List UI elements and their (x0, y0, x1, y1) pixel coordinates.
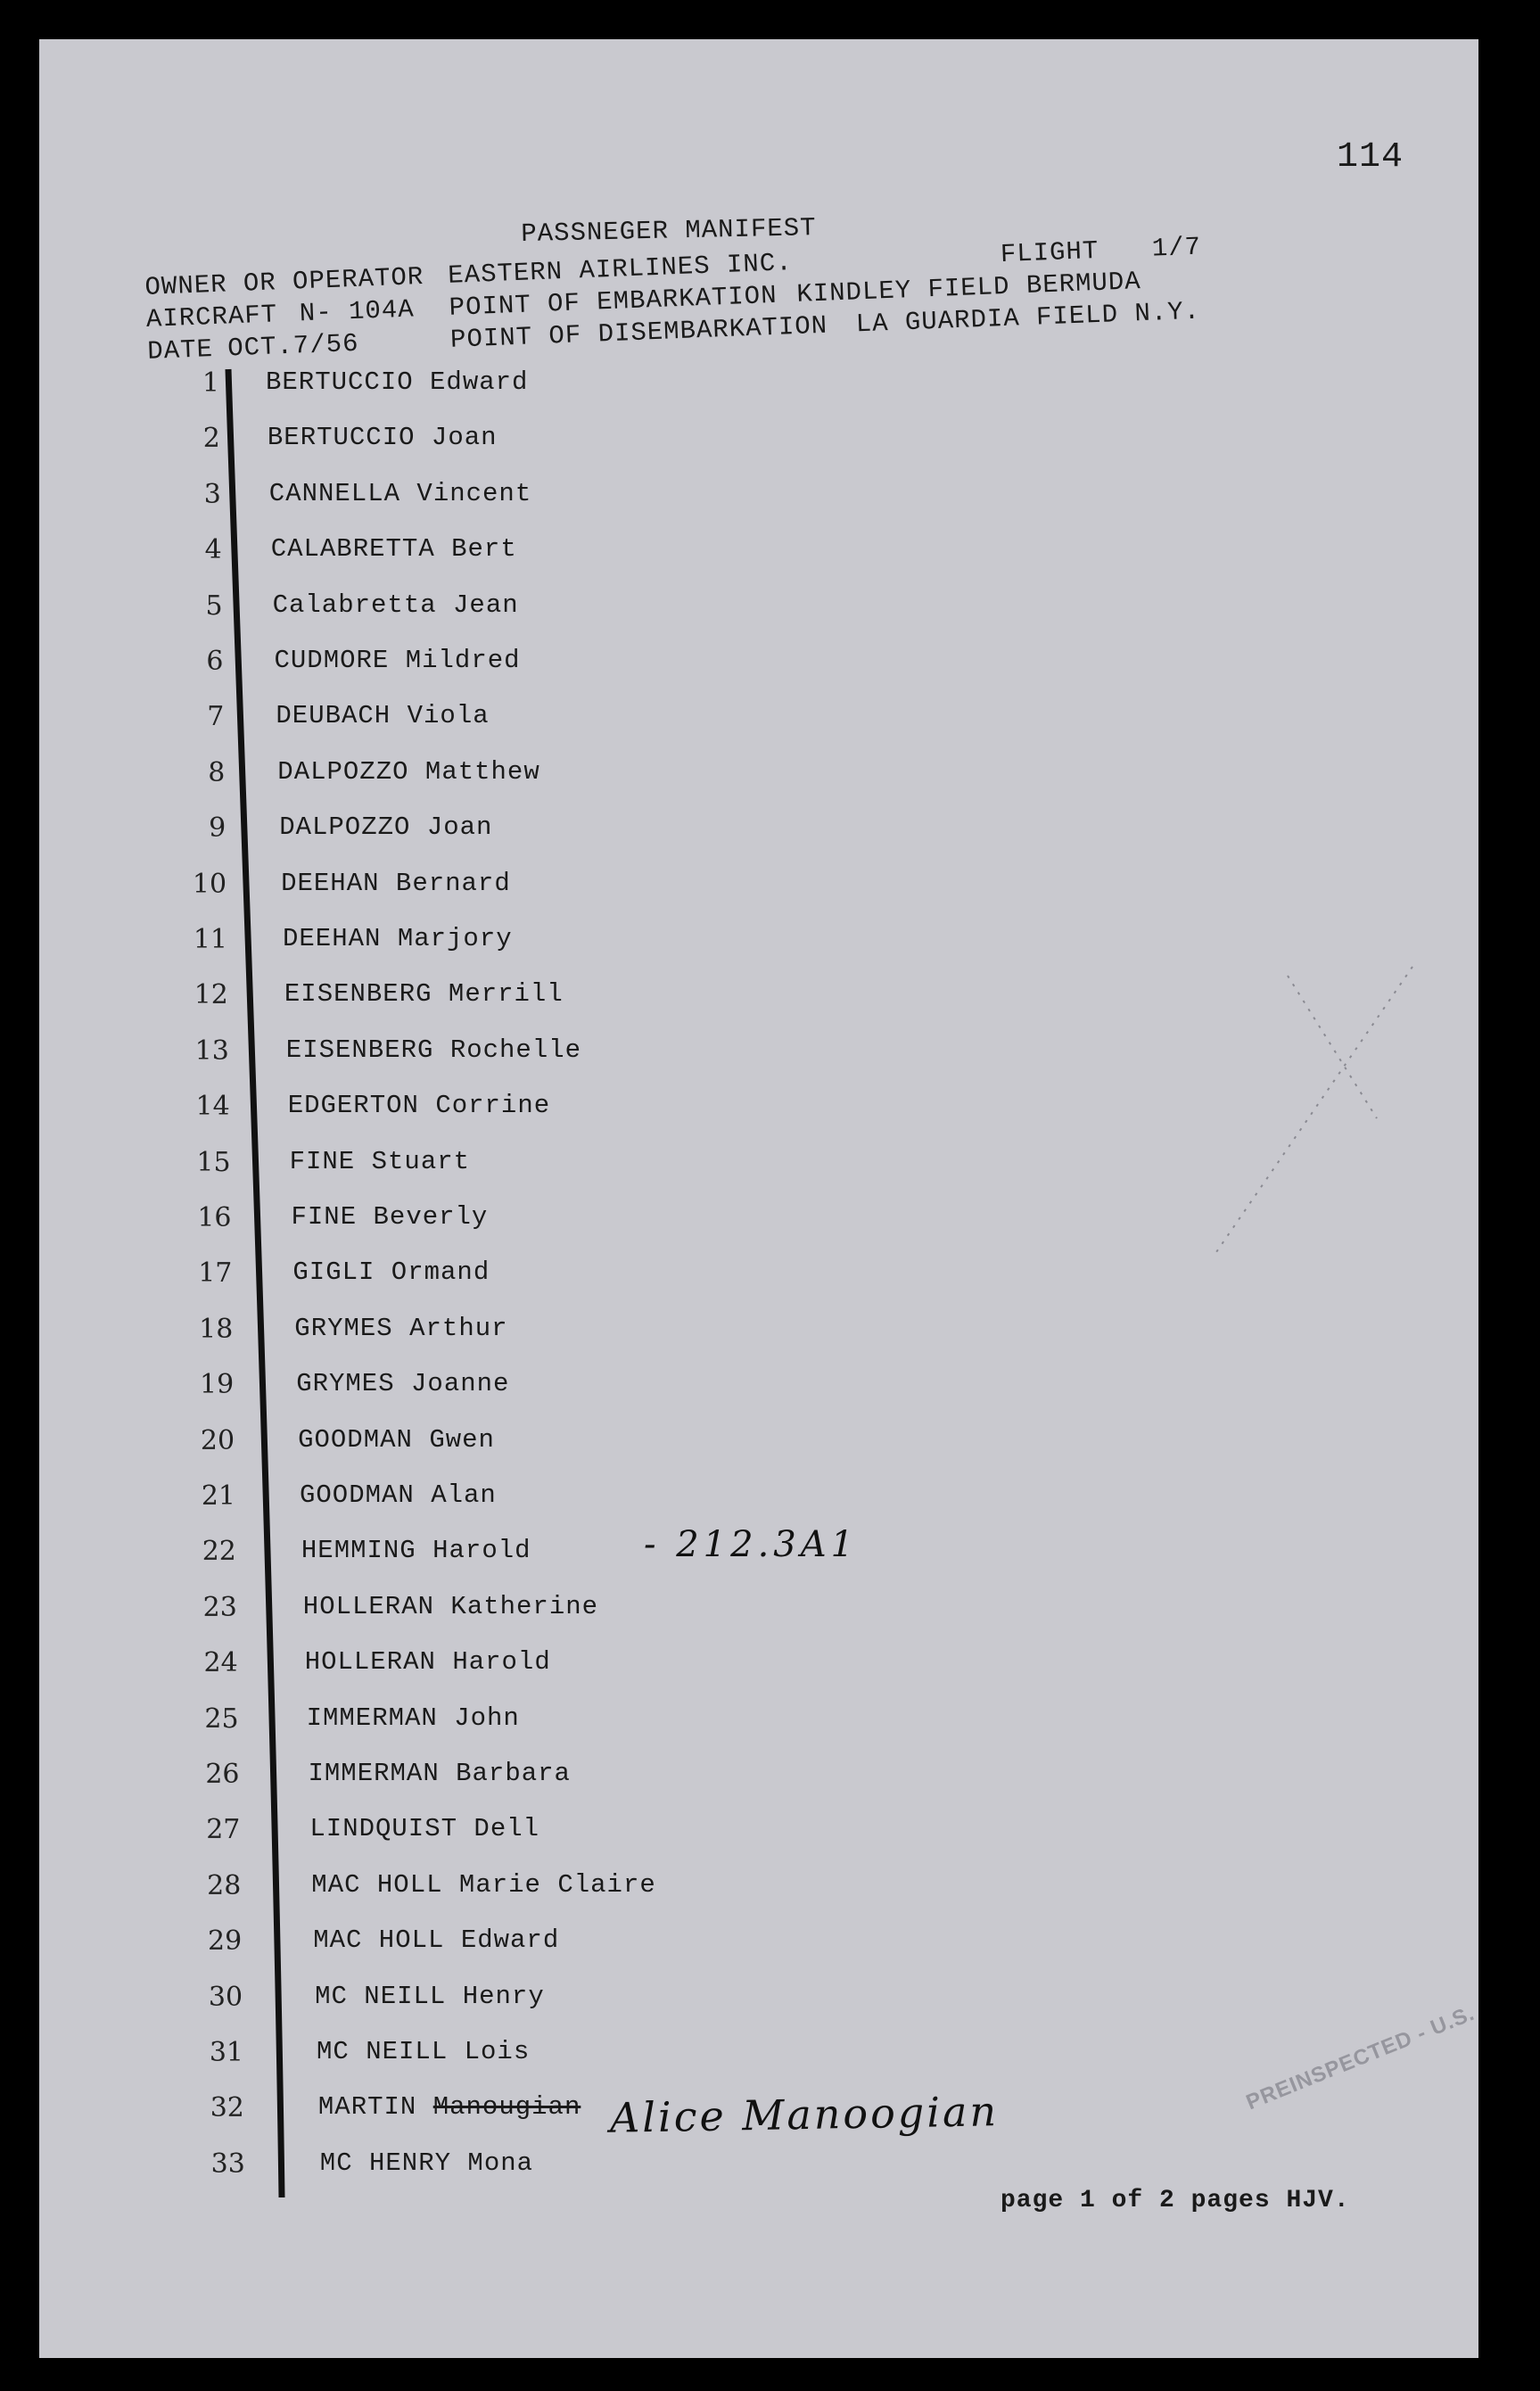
passenger-name-text: Calabretta Jean (272, 590, 519, 620)
row-number: 19 (200, 1369, 235, 1401)
passenger-name-text: MC NEILL Lois (317, 2037, 531, 2066)
passenger-name-text: IMMERMAN John (306, 1703, 520, 1733)
owner-label: OWNER OR OPERATOR (144, 261, 424, 302)
footer-page-note: page 1 of 2 pages HJV. (1001, 2187, 1350, 2214)
passenger-name-text: LINDQUIST Dell (309, 1814, 540, 1844)
disembark-value: LA GUARDIA FIELD N.Y. (855, 296, 1201, 340)
passenger-name-text: DALPOZZO Matthew (277, 756, 540, 787)
passenger-name-text: EDGERTON Corrine (287, 1091, 551, 1121)
row-number: 12 (194, 979, 228, 1011)
row-number: 9 (209, 812, 226, 845)
date-value: OCT.7/56 (226, 328, 360, 364)
passenger-name-text: CALABRETTA Bert (270, 534, 517, 565)
passenger-name-text: FINE Stuart (289, 1146, 471, 1176)
row-number: 2 (202, 423, 220, 455)
row-number: 15 (196, 1146, 231, 1178)
row-number: 10 (192, 868, 227, 900)
row-number: 11 (193, 924, 227, 955)
row-number: 29 (208, 1925, 243, 1958)
row-number: 6 (206, 646, 224, 677)
embark-value: KINDLEY FIELD BERMUDA (795, 267, 1142, 309)
row-number: 1 (202, 367, 219, 399)
row-number: 31 (209, 2037, 243, 2068)
row-number: 21 (201, 1480, 235, 1512)
embark-label: POINT OF EMBARKATION (449, 280, 778, 323)
passenger-name-text: MAC HOLL Marie Claire (311, 1869, 656, 1900)
bracket-line (39, 39, 1478, 2358)
row-number: 30 (208, 1981, 243, 2013)
passenger-name-text: DEEHAN Marjory (283, 924, 513, 953)
passenger-name-text: HOLLERAN Katherine (302, 1591, 599, 1621)
passenger-name-text: EISENBERG Rochelle (285, 1035, 582, 1065)
passenger-name-text: MAC HOLL Edward (313, 1925, 560, 1956)
passenger-name-text: HOLLERAN Harold (304, 1647, 551, 1678)
flight-label: FLIGHT (1000, 235, 1099, 270)
struck-surname: Manougian (432, 2092, 581, 2123)
passenger-name-text: GIGLI Ormand (292, 1257, 490, 1288)
owner-value: EASTERN AIRLINES INC. (447, 248, 794, 291)
row-number: 5 (205, 590, 223, 622)
passenger-name-text: DALPOZZO Joan (279, 812, 493, 843)
passenger-name-text: CANNELLA Vincent (268, 478, 532, 508)
handwritten-annotation-row-22: - 212.3A1 (644, 1524, 859, 1565)
row-number: 16 (197, 1202, 232, 1233)
date-label: DATE (146, 334, 214, 367)
passenger-name-text: CUDMORE Mildred (274, 646, 521, 675)
handwritten-annotation-row-32: Alice Manoogian (609, 2087, 1000, 2142)
passenger-name-text: MC HENRY Mona (319, 2148, 534, 2178)
row-number: 4 (204, 534, 222, 566)
flight-value: 1/7 (1151, 232, 1202, 264)
manifest-title: PASSNEGER MANIFEST (521, 213, 817, 249)
passenger-name-text: GOODMAN Alan (300, 1480, 497, 1510)
passenger-name-text: HEMMING Harold (301, 1536, 531, 1566)
row-number: 22 (202, 1536, 236, 1568)
row-number: 24 (203, 1647, 238, 1679)
passenger-name-text: FINE Beverly (291, 1202, 489, 1232)
passenger-name-text: EISENBERG Merrill (284, 979, 564, 1010)
row-number: 26 (205, 1759, 240, 1790)
passenger-name-text: BERTUCCIO Joan (267, 423, 498, 453)
passenger-name-text: GOODMAN Gwen (298, 1424, 495, 1455)
row-number: 25 (204, 1703, 239, 1735)
passenger-name-text: MC NEILL Henry (315, 1981, 545, 2011)
aircraft-value: N- 104A (299, 294, 416, 329)
row-number: 14 (195, 1091, 230, 1123)
passenger-name-text: BERTUCCIO Edward (266, 367, 529, 397)
passenger-name-text: IMMERMAN Barbara (308, 1759, 571, 1788)
row-number: 13 (194, 1035, 229, 1067)
disembark-label: POINT OF DISEMBARKATION (449, 310, 828, 355)
aircraft-label: AIRCRAFT (145, 300, 278, 334)
row-number: 32 (210, 2092, 244, 2124)
row-number: 33 (210, 2148, 245, 2180)
row-number: 28 (207, 1869, 242, 1901)
row-number: 17 (198, 1257, 233, 1290)
passenger-name-text: MARTIN (317, 2092, 417, 2123)
row-number: 3 (203, 478, 221, 510)
row-number: 18 (199, 1313, 234, 1345)
passenger-name-text: GRYMES Arthur (294, 1313, 508, 1343)
passenger-name-text: DEEHAN Bernard (281, 868, 511, 898)
row-number: 8 (208, 756, 226, 788)
manifest-page (39, 39, 1478, 2358)
row-number: 7 (207, 701, 225, 733)
row-number: 27 (206, 1814, 241, 1846)
row-number: 23 (202, 1591, 237, 1623)
preinspected-stamp: PREINSPECTED - U.S. (1242, 2000, 1478, 2115)
passenger-name-text: DEUBACH Viola (276, 701, 490, 731)
row-number: 20 (200, 1424, 235, 1456)
passenger-name-text: GRYMES Joanne (296, 1369, 510, 1399)
page-number: 114 (1337, 137, 1404, 177)
